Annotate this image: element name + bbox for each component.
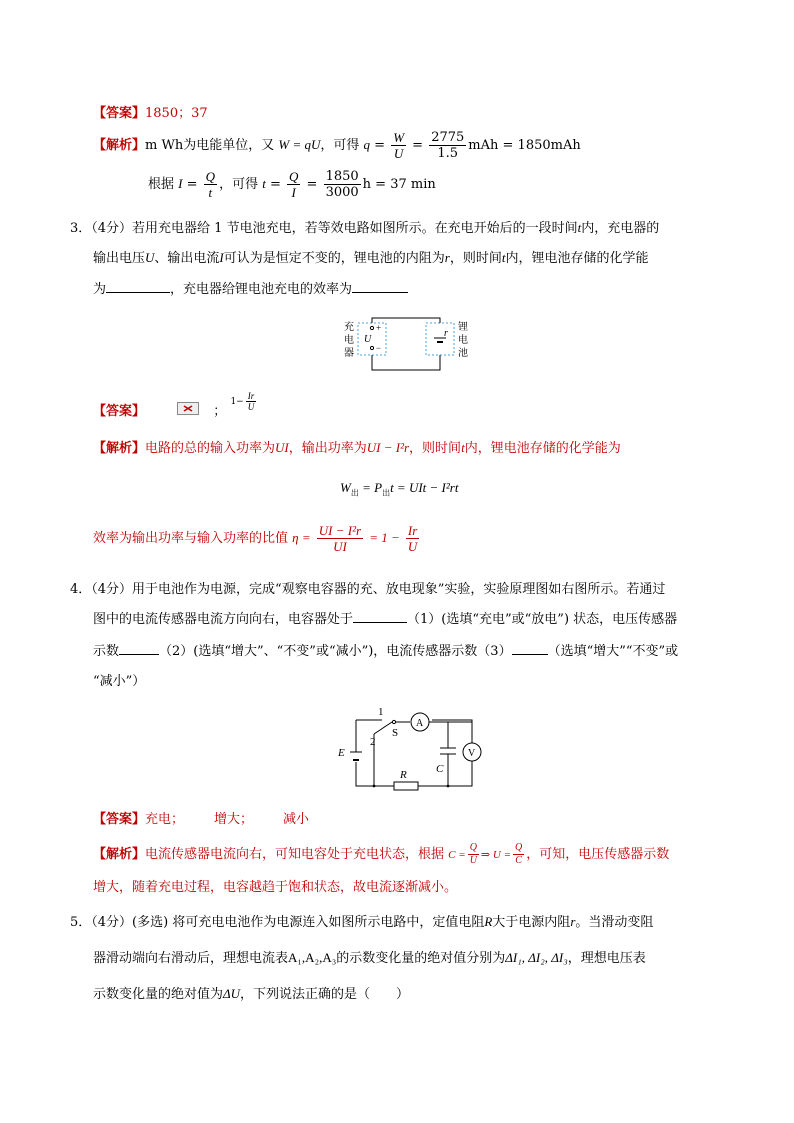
numerator: Q — [205, 169, 216, 184]
analysis-text: 根据 — [148, 177, 175, 192]
stem-text: 的示数变化量的绝对值分别为 — [336, 951, 506, 966]
stem-text: （选填“增大”“不变”或 — [547, 644, 679, 659]
var-U: U — [145, 250, 155, 265]
denominator: t — [208, 185, 213, 200]
formula: UI − I²r — [366, 440, 410, 455]
var-t: t — [262, 176, 266, 191]
numerator: Q — [289, 169, 299, 184]
contact — [392, 720, 395, 723]
var-I: I — [178, 176, 183, 191]
analysis-text: ，输出功率为 — [288, 441, 367, 456]
voltmeter-label: V — [468, 748, 476, 759]
junction — [373, 785, 376, 788]
analysis-text: ，可得 — [219, 177, 259, 192]
delta-list: ΔI₁, ΔI₂, ΔI₃ — [505, 950, 568, 965]
fig-label: 锂 — [458, 322, 468, 333]
charger-box — [358, 323, 386, 355]
fraction — [429, 130, 466, 161]
answer-3: 减小 — [283, 812, 310, 827]
var-q: q — [363, 137, 371, 152]
stem-text: “减小”） — [93, 674, 146, 689]
numerator: Q — [469, 842, 477, 853]
denominator: U — [407, 539, 418, 554]
numerator: W — [393, 130, 405, 145]
var-t: t — [577, 220, 582, 235]
E-label: E — [338, 747, 345, 759]
fig-label: 池 — [458, 348, 468, 359]
fraction — [513, 842, 524, 867]
battery-box — [426, 323, 454, 355]
switch-S — [374, 722, 392, 734]
subscript: 出 — [382, 488, 391, 498]
result-unit: mAh = 1850mAh — [468, 138, 581, 153]
q2-analysis-line1: 【解析】m Wh为电能单位，又 W = qU，可得 q = $\frac{W}{U}$ = $\frac{2775}{1.5}$ mAh = 1850mAh — [93, 130, 581, 161]
q3-stem-line1 — [70, 212, 659, 245]
answer-blank — [512, 642, 548, 655]
q4-analysis-line2 — [93, 872, 457, 904]
var-t: t — [461, 440, 465, 455]
denominator: C — [515, 855, 522, 866]
denominator: 1.5 — [437, 146, 459, 161]
label-2: 2 — [370, 736, 376, 748]
q3-energy-equation — [340, 480, 458, 499]
denominator: I — [291, 185, 296, 200]
stem-text: 内，充电器的 — [581, 221, 660, 236]
denominator: U — [247, 402, 255, 412]
stem-text: ，充电器给锂电池充电的效率为 — [170, 282, 353, 297]
q4-analysis-line1 — [93, 838, 669, 872]
stem-text: 为 — [93, 282, 107, 297]
analysis-tag: 【解析】 — [93, 847, 146, 862]
fraction — [406, 523, 419, 554]
analysis-text: 内，锂电池存储的化学能为 — [464, 441, 621, 456]
denominator: UI — [333, 539, 347, 554]
answer-tag: 【答案】 — [93, 106, 146, 121]
stem-text: 图中的电流传感器电流方向向右，电容器处于 — [93, 612, 354, 627]
answer-blank — [119, 642, 159, 655]
equation-part: C = — [448, 849, 466, 861]
equation: W = qU — [278, 137, 321, 152]
denominator: U — [393, 146, 404, 161]
stem-text: 。当滑动变阻 — [575, 915, 654, 930]
plus-sign: + — [376, 323, 382, 333]
q5-stem-line3 — [93, 978, 409, 1011]
var-r: r — [570, 914, 576, 929]
junction — [447, 785, 450, 788]
question-number: 3． — [70, 221, 92, 236]
q2-analysis-line2: 根据 I = $\frac{Q}{t}$ ，可得 t = $\frac{Q}{I}$ = $\frac{1850}{3000}$ h = 37 min — [148, 169, 436, 200]
stem-text: （4分）若用充电器给 1 节电池充电，若等效电路如图所示。在充电开始后的一段时间 — [91, 221, 578, 236]
q3-analysis-line1 — [93, 432, 621, 465]
answer-2: 增大； — [214, 812, 254, 827]
q3-stem-line3 — [93, 274, 408, 306]
label-1: 1 — [378, 706, 384, 718]
circuit-wire — [372, 355, 440, 370]
stem-text: （4分）(多选) 将可充电电池作为电源连入如图所示电路中，定值电阻 — [91, 915, 485, 930]
var-R: R — [484, 914, 493, 929]
analysis-text: 效率为输出功率与输入功率的比值 — [93, 531, 289, 546]
q3-answer-line — [93, 391, 258, 424]
numerator: Ir — [247, 391, 255, 401]
question-number: 5． — [70, 915, 92, 930]
q2-answer-line — [93, 102, 208, 121]
q5-stem-line2 — [93, 942, 646, 975]
q4-circuit-figure — [328, 702, 488, 794]
var-I: I — [219, 250, 224, 265]
stem-text: 可认为是恒定不变的，锂电池的内阻为 — [223, 251, 445, 266]
var-t: t — [501, 250, 506, 265]
stem-text: （2）(选填“增大”、“不变”或“减小”)，电流传感器示数（3） — [159, 644, 512, 659]
stem-text: ，下列说法正确的是（ ） — [240, 987, 410, 1002]
answer-tag: 【答案】 — [93, 812, 146, 827]
numerator: UI − I²r — [318, 523, 362, 538]
fraction — [324, 169, 361, 200]
delta-U: ΔU — [223, 986, 241, 1001]
answer-text: 1850；37 — [145, 106, 208, 121]
fraction — [287, 169, 300, 200]
analysis-text: ，可得 — [320, 138, 360, 153]
stem-text: ，则时间 — [449, 251, 502, 266]
equation-part: ⇒ U = — [480, 849, 512, 861]
answer-tag: 【答案】 — [93, 404, 146, 419]
q4-stem-line3 — [93, 636, 678, 668]
eta: η = — [292, 530, 311, 545]
answer-blank — [353, 610, 407, 623]
analysis-text: 增大，随着充电过程，电容越趋于饱和状态，故电流逐渐减小。 — [93, 880, 458, 895]
r-label: r — [444, 328, 448, 339]
answer-blank — [106, 280, 170, 293]
q4-answer-line — [93, 808, 309, 827]
stem-text: 示数变化量的绝对值为 — [93, 987, 224, 1002]
terminal — [370, 346, 373, 349]
stem-text: ，理想电压表 — [567, 951, 646, 966]
C-label: C — [436, 763, 444, 775]
q3-stem-line2 — [93, 242, 649, 275]
analysis-text: 电流传感器电流向右，可知电容处于充电状态，根据 — [145, 847, 445, 862]
stem-text: 大于电源内阻 — [492, 915, 571, 930]
fig-label: 电 — [458, 335, 468, 346]
stem-text: 、输出电流 — [154, 251, 220, 266]
var-r: r — [444, 250, 450, 265]
answer-sep: ； — [213, 404, 227, 419]
analysis-text: ，可知，电压传感器示数 — [526, 847, 670, 862]
ammeter-list: A₁,A₂,A₃ — [288, 950, 337, 965]
q4-stem-line2 — [93, 604, 677, 636]
numerator: 1850 — [325, 169, 359, 184]
fig-label: 电 — [344, 335, 354, 346]
var-W: W — [340, 480, 351, 495]
minus-sign: − — [376, 343, 382, 353]
stem-text: （4分）用于电池作为电源，完成“观察电容器的充、放电现象”实验，实验原理图如右图所示。若通过 — [91, 582, 666, 597]
equation-part: t = UIt − I²rt — [390, 480, 459, 495]
analysis-tag: 【解析】 — [93, 138, 146, 153]
equation-part: = P — [358, 480, 383, 495]
fig-label: 器 — [344, 348, 354, 359]
fraction — [246, 391, 257, 412]
label-S: S — [392, 727, 399, 739]
analysis-text: ，则时间 — [409, 441, 462, 456]
analysis-tag: 【解析】 — [93, 441, 146, 456]
result: h = 37 min — [362, 177, 436, 192]
subscript: 出 — [350, 488, 359, 498]
fraction — [468, 842, 479, 867]
q3-circuit-figure — [340, 314, 476, 376]
circuit-wire — [372, 318, 440, 323]
stem-text: 内，锂电池存储的化学能 — [505, 251, 649, 266]
analysis-text: 电路的总的输入功率为 — [145, 441, 276, 456]
formula: UI — [275, 440, 289, 455]
R-label: R — [400, 769, 407, 781]
terminal — [370, 326, 373, 329]
stem-text: （1）(选填“充电”或“放电”) 状态，电压传感器 — [407, 612, 678, 627]
numerator: Q — [515, 842, 523, 853]
answer-1: 充电； — [145, 812, 185, 827]
q3-efficiency-line — [93, 518, 421, 559]
q5-stem-line1 — [70, 906, 653, 939]
ammeter-label: A — [416, 718, 424, 729]
numerator: Ir — [407, 523, 418, 538]
stem-text: 示数 — [93, 644, 120, 659]
answer-efficiency — [230, 390, 258, 414]
U-label: U — [364, 334, 372, 345]
question-number: 4． — [70, 582, 92, 597]
denominator: 3000 — [325, 185, 359, 200]
stem-text: 器滑动端向右滑动后，理想电流表 — [93, 951, 289, 966]
q4-stem-line1 — [70, 574, 665, 606]
denominator: U — [469, 855, 477, 866]
stem-text: 输出电压 — [93, 251, 146, 266]
answer-blank — [352, 280, 408, 293]
resistor-R — [394, 782, 418, 790]
one-minus: 1− — [230, 397, 244, 407]
numerator: 2775 — [431, 130, 465, 145]
q4-stem-line4 — [93, 666, 145, 698]
fraction — [204, 169, 217, 200]
broken-image-icon — [177, 402, 199, 415]
circuit-wire — [356, 762, 394, 786]
analysis-text: m Wh为电能单位，又 — [145, 138, 275, 153]
fraction — [391, 130, 406, 161]
equation-part: = 1 − — [369, 530, 400, 545]
fraction — [317, 523, 363, 554]
fig-label: 充 — [344, 322, 354, 333]
